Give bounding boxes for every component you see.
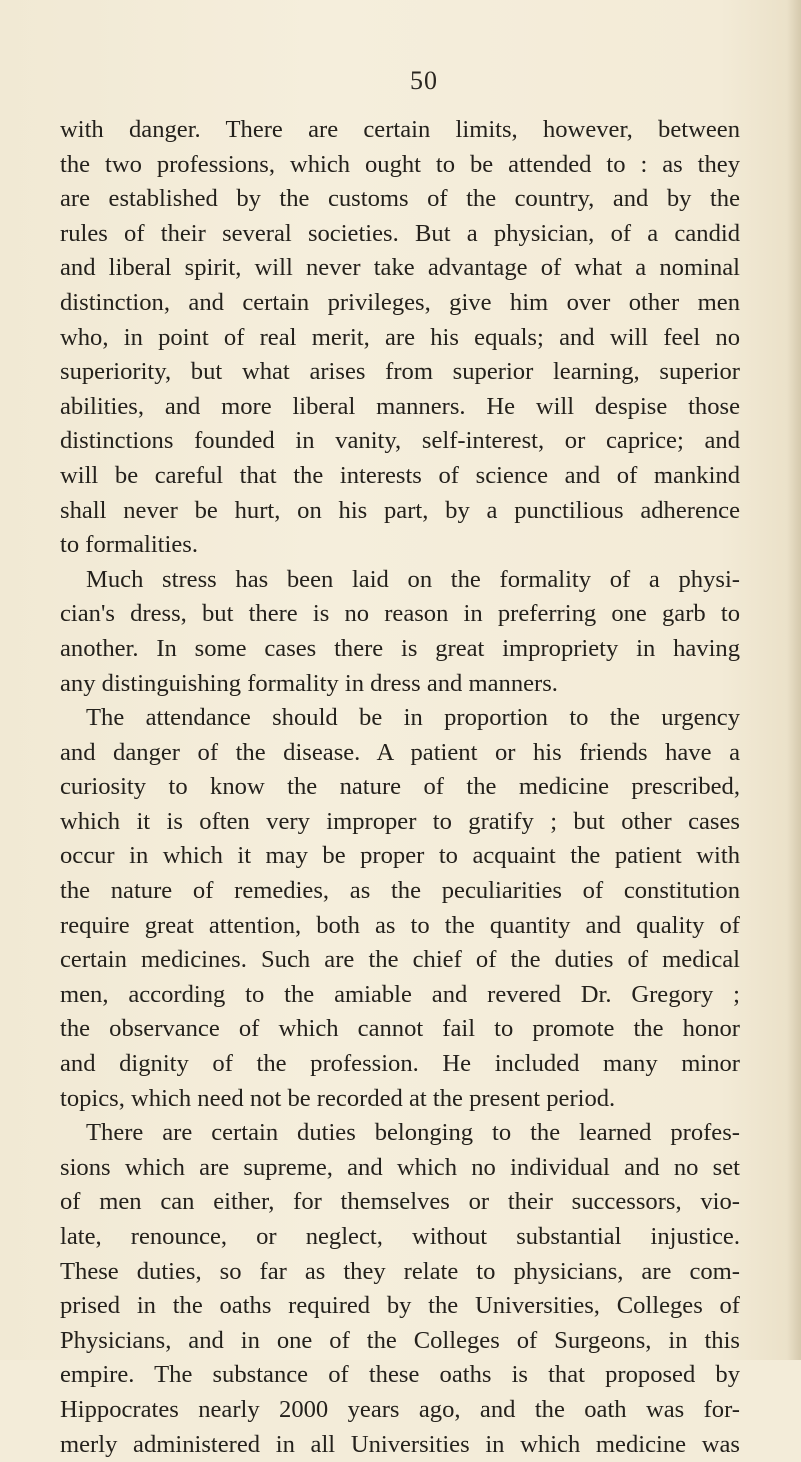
page-number: 50: [410, 66, 438, 95]
text-line: cian's dress, but there is no reason in preferring one garb to: [60, 600, 740, 628]
text-line: merly administered in all Universities in which medicine was: [60, 1430, 740, 1458]
text-line: Much stress has been laid on the formality of a physi-: [86, 565, 740, 593]
text-line: curiosity to know the nature of the medicine prescribed,: [60, 773, 740, 801]
text-line: prised in the oaths required by the Universities, Colleges of: [60, 1292, 740, 1320]
text-line: any distinguishing formality in dress and manners.: [60, 669, 558, 697]
text-line: The attendance should be in proportion to the urgency: [86, 704, 740, 732]
text-line: certain medicines. Such are the chief of the duties of medical: [60, 946, 740, 974]
page-edge-shadow: [787, 0, 801, 1360]
text-line: the observance of which cannot fail to promote the honor: [60, 1015, 740, 1043]
body-text: [60, 113, 740, 1462]
text-line: the nature of remedies, as the peculiarities of constitution: [60, 877, 740, 905]
text-line: which it is often very improper to gratify ; but other cases: [60, 807, 740, 835]
text-line: distinctions founded in vanity, self-interest, or caprice; and: [60, 427, 740, 455]
text-line: Hippocrates nearly 2000 years ago, and the oath was for-: [60, 1395, 740, 1423]
text-line: of men can either, for themselves or their successors, vio-: [60, 1188, 740, 1216]
text-line: and danger of the disease. A patient or his friends have a: [60, 738, 740, 766]
text-line: abilities, and more liberal manners. He will despise those: [60, 392, 740, 420]
text-line: distinction, and certain privileges, give him over other men: [60, 288, 740, 316]
text-line: topics, which need not be recorded at the present period.: [60, 1084, 616, 1112]
text-line: empire. The substance of these oaths is that proposed by: [60, 1361, 740, 1389]
text-line: late, renounce, or neglect, without substantial injustice.: [60, 1223, 740, 1250]
text-line: shall never be hurt, on his part, by a punctilious adherence: [60, 496, 740, 524]
text-line: men, according to the amiable and revered Dr. Gregory ;: [60, 980, 740, 1008]
text-line: occur in which it may be proper to acquaint the patient with: [60, 842, 740, 870]
text-line: There are certain duties belonging to the learned profes-: [86, 1119, 740, 1147]
text-line: who, in point of real merit, are his equals; and will feel no: [60, 323, 740, 351]
text-line: Physicians, and in one of the Colleges of Surgeons, in this: [60, 1326, 740, 1354]
text-line: require great attention, both as to the quantity and quality of: [60, 911, 740, 939]
text-line: rules of their several societies. But a physician, of a candid: [60, 219, 740, 247]
text-line: will be careful that the interests of science and of mankind: [60, 461, 740, 489]
text-line: superiority, but what arises from superior learning, superior: [60, 358, 740, 386]
text-line: are established by the customs of the country, and by the: [60, 185, 740, 213]
text-line: These duties, so far as they relate to physicians, are com-: [60, 1257, 740, 1285]
text-line: the two professions, which ought to be attended to : as they: [60, 150, 740, 178]
text-line: and dignity of the profession. He included many minor: [60, 1050, 740, 1078]
text-line: with danger. There are certain limits, however, between: [60, 116, 740, 143]
text-line: another. In some cases there is great impropriety in having: [60, 634, 740, 662]
text-line: and liberal spirit, will never take advantage of what a nominal: [60, 254, 740, 282]
text-line: sions which are supreme, and which no individual and no set: [60, 1153, 740, 1181]
text-line: to formalities.: [60, 531, 198, 559]
